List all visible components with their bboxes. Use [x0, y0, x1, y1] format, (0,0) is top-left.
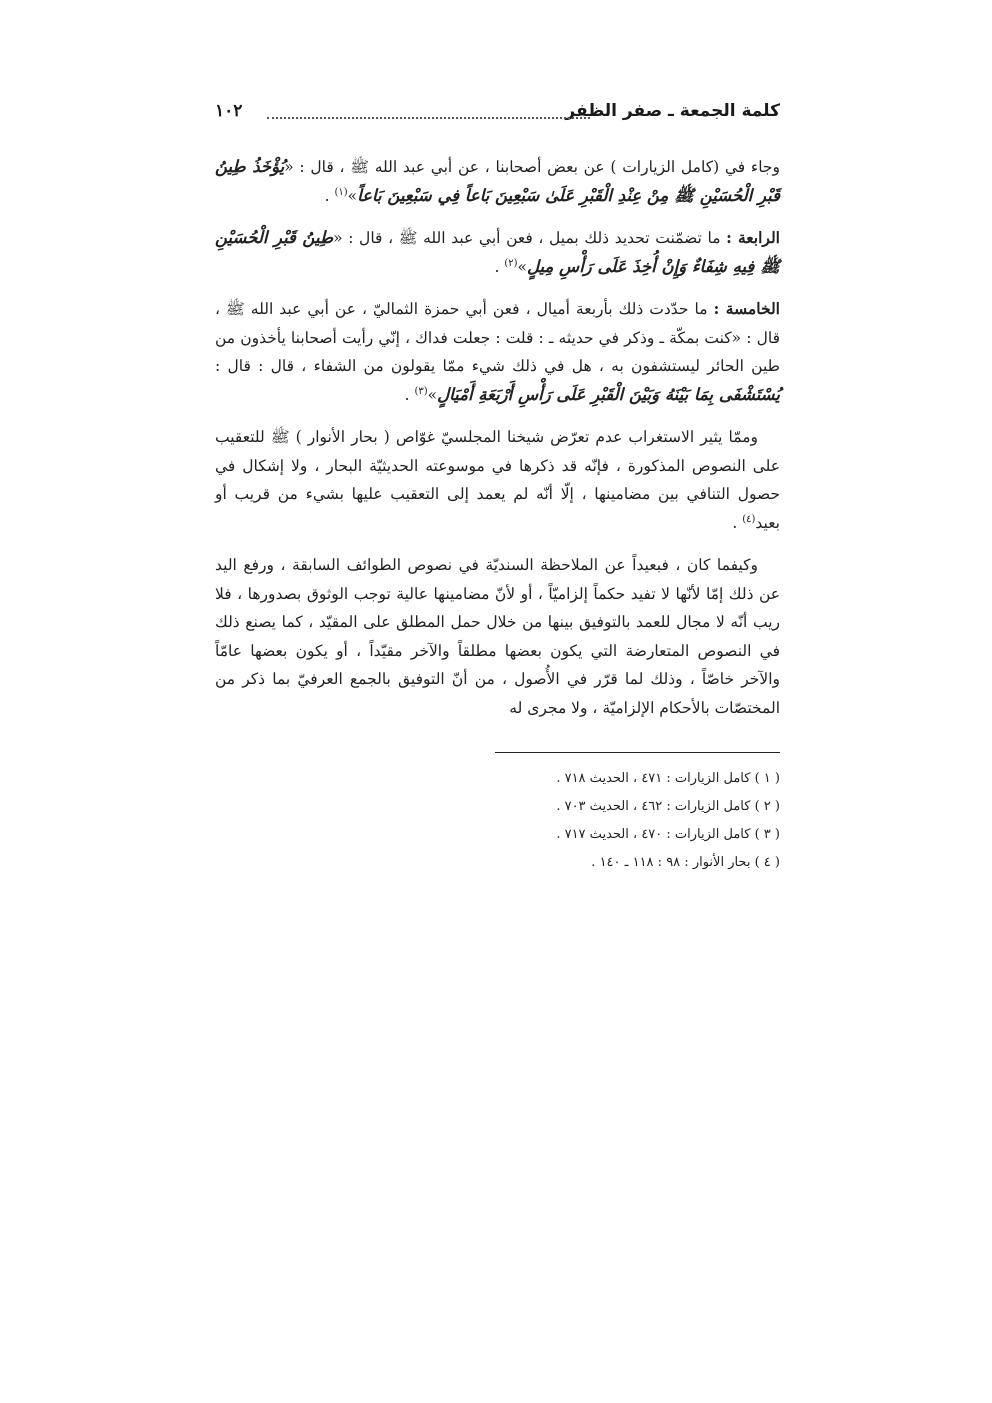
paragraph-3-text: ما حدّدت ذلك بأربعة أميال ، فعن أبي حمزة الثماليّ ، عن أبي عبد الله ﷺ ، قال : «كنت بمكّة ـ وذكر في حديثه ـ : قلت : جعلت فداك ، إنّي رأيت أصحابنا يأخذون من طين الحائر ليستشفون به ، هل في ذلك شيء ممّا يقولون من الشفاء ، قال : قال :	[215, 300, 780, 375]
header-dotted-leader	[267, 117, 590, 119]
paragraph-3-close: »	[427, 385, 438, 404]
footnote-ref-4[interactable]: (٤)	[742, 513, 756, 525]
footnote-separator	[495, 752, 780, 753]
footnote-ref-1[interactable]: (١)	[334, 186, 348, 198]
paragraph-4-end: .	[732, 513, 743, 532]
paragraph-1-close: »	[347, 186, 358, 205]
paragraph-1-text: وجاء في (كامل الزيارات ) عن بعض أصحابنا ، عن أبي عبد الله ﷺ ، قال : «	[284, 158, 780, 176]
footnote-2: ( ٢ ) كامل الزيارات : ٤٦٢ ، الحديث ٧٠٣ .	[556, 799, 780, 814]
paragraph-4-text: وممّا يثير الاستغراب عدم تعرّض شيخنا المجلسيّ غوّاص ( بحار الأنوار ) ﷺ للتعقيب على النصوص المذكورة ، فإنّه قد ذكرها في موسوعته الحديثيّة البحار ، ولا إشكال في حصول التنافي بين مضامينها ، إلّا أنّه لم يعمد إلى التعقيب عليها بشيء من قريب أو بعيد	[215, 428, 780, 532]
header-title: كلمة الجمعة ـ صفر الظفر	[565, 101, 780, 121]
paragraph-5	[215, 551, 780, 722]
paragraph-2-close: »	[517, 257, 527, 276]
paragraph-2-lead: الرابعة :	[726, 228, 780, 247]
footnote-3: ( ٣ ) كامل الزيارات : ٤٧٠ ، الحديث ٧١٧ .	[556, 827, 780, 842]
paragraph-3-end: .	[404, 385, 415, 404]
footnote-ref-2[interactable]: (٢)	[504, 257, 518, 269]
paragraph-2-end: .	[494, 257, 505, 276]
paragraph-2	[215, 224, 780, 281]
paragraph-5-text: وكيفما كان ، فبعيداً عن الملاحظة السنديّة في نصوص الطوائف السابقة ، ورفع اليد عن ذلك إمّا لأنّها لا تفيد حكماً إلزاميّاً ، أو لأنّ مضامينها عالية توجب الوثوق بصدورها ، فلا ريب أنّه لا مجال للعمد بالتوفيق بينها من خلال حمل المطلق على المقيّد ، كما يصنع ذلك في النصوص المتعارضة التي يكون بعضها مطلقاً والآخر مقيّداً ، أو يكون بعضها عامّاً والآخر خاصّاً ، وذلك لما قرّر في الأُصول ، من أنّ التوفيق بالجمع العرفيّ بما ذكر من المختصّات بالأحكام الإلزاميّة ، ولا مجرى له	[215, 556, 780, 717]
paragraph-3-quote: يُسْتَشْفَى بِمَا بَيْنَهُ وَبَيْنَ الْقَبْرِ عَلَى رَأْسِ أَرْبَعَةِ أَمْيَالٍ	[437, 384, 780, 404]
paragraph-1-quote: يُؤْخَذُ طِينُ قَبْرِ الْحُسَيْنِ ﷺ مِنْ عِنْدِ الْقَبْرِ عَلَىٰ سَبْعِينَ بَاعاً فِي سَبْعِينَ بَاعاً	[215, 157, 780, 205]
footnote-ref-3[interactable]: (٣)	[414, 385, 428, 397]
footnotes	[215, 765, 780, 877]
footnote-1: ( ١ ) كامل الزيارات : ٤٧١ ، الحديث ٧١٨ .	[556, 771, 780, 786]
running-header	[215, 95, 780, 131]
paragraph-2-text: ما تضمّنت تحديد ذلك بميل ، فعن أبي عبد الله ﷺ ، قال : «	[333, 229, 727, 247]
paragraph-3-lead: الخامسة :	[713, 299, 780, 318]
page	[215, 95, 780, 877]
paragraph-1	[215, 153, 780, 210]
paragraph-4	[215, 423, 780, 537]
body-text	[215, 153, 780, 722]
paragraph-2-quote: طِينُ قَبْرِ الْحُسَيْنِ ﷺ فِيهِ شِفَاءٌ وَإِنْ أُخِذَ عَلَى رَأْسِ مِيلٍ	[215, 228, 780, 276]
paragraph-1-end: .	[324, 186, 335, 205]
footnote-4: ( ٤ ) بحار الأنوار : ٩٨ : ١١٨ ـ ١٤٠ .	[591, 855, 780, 870]
page-number: ١٠٢	[215, 101, 243, 121]
paragraph-3	[215, 295, 780, 409]
